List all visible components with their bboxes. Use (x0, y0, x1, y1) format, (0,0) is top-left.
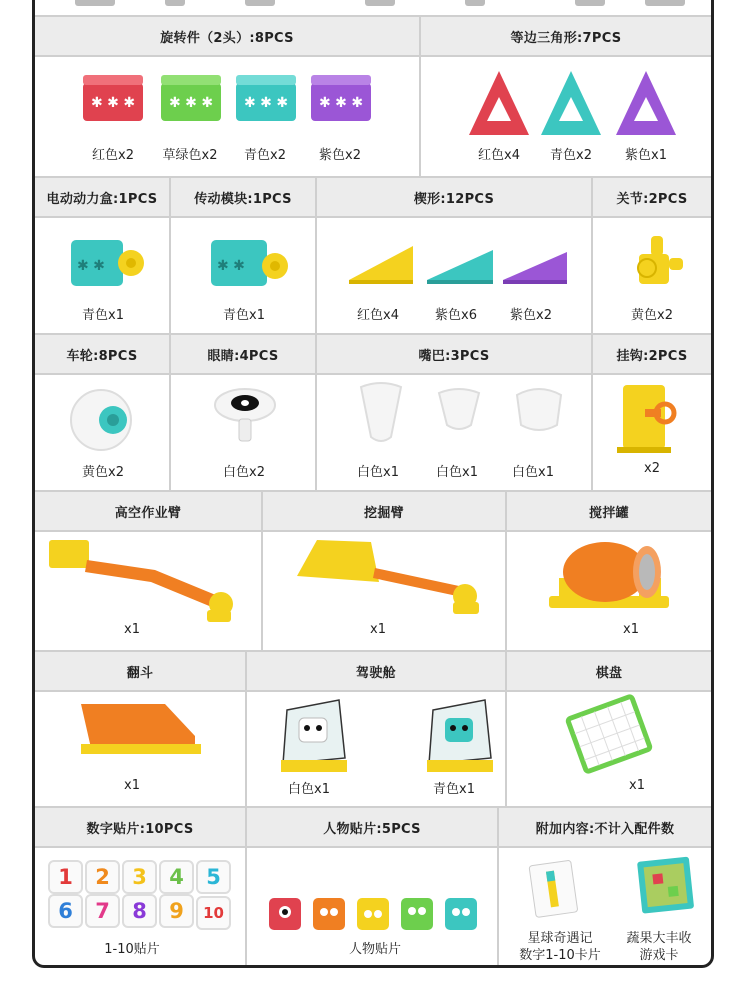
section-title: 搅拌罐 (507, 492, 711, 532)
section-title: 眼睛:4PCS (171, 335, 315, 375)
mouth-label-2: 白色x1 (436, 465, 478, 480)
section-mixer-tank (507, 492, 711, 651)
dump-bucket-image (35, 692, 247, 804)
number-sticker: 5 (196, 860, 231, 894)
number-sticker: 10 (196, 896, 231, 930)
number-sticker: 9 (159, 894, 194, 928)
number-sticker: 7 (85, 894, 120, 928)
rotator-label-3: 青色x2 (244, 148, 286, 163)
section-title: 挖掘臂 (263, 492, 505, 532)
number-stickers-label: 1-10贴片 (104, 942, 160, 957)
section-title: 旋转件（2头）:8PCS (35, 17, 419, 57)
character-sticker-images (247, 860, 499, 930)
section-mouth (317, 335, 593, 491)
eye-label: 白色x2 (223, 465, 265, 480)
mixer-tank-label: x1 (623, 622, 639, 637)
number-sticker: 6 (48, 894, 83, 928)
svg-text:✱ ✱ ✱: ✱ ✱ ✱ (91, 95, 136, 111)
section-title: 高空作业臂 (35, 492, 261, 532)
hook-label: x2 (644, 461, 660, 476)
board-label: x1 (629, 778, 645, 793)
section-title: 挂钩:2PCS (593, 335, 711, 375)
extras-label-1-line-2: 数字1-10卡片 (519, 948, 601, 963)
rotator-label-4: 紫色x2 (319, 148, 361, 163)
extras-label-1 (519, 930, 601, 964)
section-motor-box (35, 178, 171, 334)
drive-module-label: 青色x1 (223, 308, 265, 323)
row-5 (35, 652, 711, 807)
extras-images (499, 852, 711, 932)
svg-text:✱ ✱: ✱ ✱ (77, 258, 105, 274)
game-card-image (637, 857, 694, 914)
triangle-label-2: 青色x2 (550, 148, 592, 163)
triangle-red (469, 71, 529, 135)
section-number-stickers (35, 808, 247, 968)
section-title: 车轮:8PCS (35, 335, 169, 375)
mixer-tank-image (507, 532, 711, 644)
section-wheel (35, 335, 171, 491)
number-cards-image (529, 860, 578, 917)
character-yellow-sticker (357, 898, 389, 930)
section-title: 棋盘 (507, 652, 711, 692)
svg-text:✱ ✱: ✱ ✱ (217, 258, 245, 274)
board-image (507, 692, 711, 804)
aerial-arm-label: x1 (124, 622, 140, 637)
number-sticker: 1 (48, 860, 83, 894)
wedge-label-1: 红色x4 (357, 308, 399, 323)
dump-bucket-label: x1 (124, 778, 140, 793)
section-title: 翻斗 (35, 652, 245, 692)
section-title: 传动模块:1PCS (171, 178, 315, 218)
section-wedge (317, 178, 593, 334)
section-joint (593, 178, 711, 334)
excavator-arm-label: x1 (370, 622, 386, 637)
section-rotator (35, 17, 421, 177)
svg-text:✱ ✱ ✱: ✱ ✱ ✱ (169, 95, 214, 111)
section-title: 数字贴片:10PCS (35, 808, 245, 848)
triangle-purple (616, 71, 676, 135)
number-sticker: 3 (122, 860, 157, 894)
character-teal-sticker (445, 898, 477, 930)
section-excavator-arm (263, 492, 507, 651)
section-drive-module (171, 178, 317, 334)
section-title: 人物贴片:5PCS (247, 808, 497, 848)
section-extras (499, 808, 711, 968)
wedge-label-2: 紫色x6 (435, 308, 477, 323)
rotator-green (161, 75, 221, 121)
aerial-arm-image (35, 532, 263, 644)
triangle-teal (541, 71, 601, 135)
triangle-label-3: 紫色x1 (625, 148, 667, 163)
cockpit-teal (427, 700, 493, 772)
row-1 (35, 17, 711, 177)
character-orange-sticker (313, 898, 345, 930)
cockpit-white (281, 700, 347, 772)
section-triangle (421, 17, 711, 177)
section-character-stickers (247, 808, 499, 968)
section-eye (171, 335, 317, 491)
svg-text:✱ ✱ ✱: ✱ ✱ ✱ (319, 95, 364, 111)
row-2 (35, 178, 711, 334)
rotator-label-2: 草绿色x2 (162, 148, 218, 163)
section-hook (593, 335, 711, 491)
number-sticker: 2 (85, 860, 120, 894)
previous-row-strip (35, 0, 711, 16)
number-sticker: 8 (122, 894, 157, 928)
number-sticker: 4 (159, 860, 194, 894)
character-red-sticker (269, 898, 301, 930)
svg-text:✱ ✱ ✱: ✱ ✱ ✱ (244, 95, 289, 111)
joint-label: 黄色x2 (631, 308, 673, 323)
wedge-label-3: 紫色x2 (510, 308, 552, 323)
motor-box-label: 青色x1 (82, 308, 124, 323)
cockpit-label-1: 白色x1 (288, 782, 330, 797)
extras-label-2-line-1: 蔬果大丰收 (626, 931, 692, 946)
section-title: 等边三角形:7PCS (421, 17, 711, 57)
rotator-red (83, 75, 143, 121)
cockpit-label-2: 青色x1 (433, 782, 475, 797)
section-title: 附加内容:不计入配件数 (499, 808, 711, 848)
section-board (507, 652, 711, 807)
character-stickers-label: 人物贴片 (348, 942, 402, 957)
section-title: 电动动力盒:1PCS (35, 178, 169, 218)
section-title: 驾驶舱 (247, 652, 505, 692)
section-title: 关节:2PCS (593, 178, 711, 218)
triangle-label-1: 红色x4 (478, 148, 520, 163)
rotator-teal (236, 75, 296, 121)
section-aerial-arm (35, 492, 263, 651)
row-6 (35, 808, 711, 968)
wheel-label: 黄色x2 (82, 465, 124, 480)
section-dump-bucket (35, 652, 247, 807)
extras-label-2 (626, 930, 691, 964)
number-sticker-grid (47, 860, 237, 930)
section-title: 楔形:12PCS (317, 178, 591, 218)
row-3 (35, 335, 711, 491)
extras-label-2-line-2: 游戏卡 (639, 948, 679, 963)
mouth-label-1: 白色x1 (357, 465, 399, 480)
section-title: 嘴巴:3PCS (317, 335, 591, 375)
parts-list-frame (32, 0, 714, 968)
row-4 (35, 492, 711, 651)
section-cockpit (247, 652, 507, 807)
extras-label-1-line-1: 星球奇遇记 (527, 931, 593, 946)
character-green-sticker (401, 898, 433, 930)
rotator-label-1: 红色x2 (92, 148, 134, 163)
mouth-label-3: 白色x1 (512, 465, 554, 480)
rotator-purple (311, 75, 371, 121)
